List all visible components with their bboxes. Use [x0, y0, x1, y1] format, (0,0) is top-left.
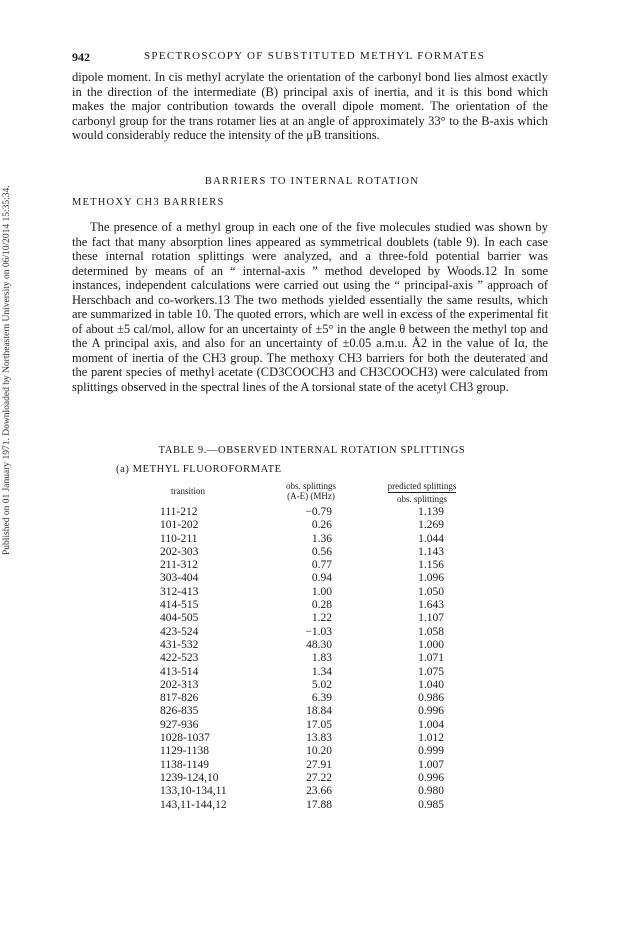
transition-cell: 1138-1149 — [160, 758, 209, 771]
transition-cell: 1129-1138 — [160, 745, 209, 758]
ratio-cell: 0.985 — [418, 798, 444, 811]
observed-cell: 0.77 — [311, 559, 332, 572]
section-heading: BARRIERS TO INTERNAL ROTATION — [204, 176, 420, 187]
observed-cell: −0.79 — [305, 506, 332, 518]
ratio-cell: 1.012 — [418, 732, 444, 745]
column-header-observed-line2: (A-E) (MHz) — [287, 491, 335, 501]
observed-cell: 1.34 — [311, 665, 332, 678]
observed-cell: 0.26 — [311, 519, 332, 532]
table-row — [0, 626, 624, 639]
transition-cell: 927-936 — [160, 718, 199, 731]
ratio-cell: 0.999 — [418, 745, 444, 758]
table-row — [0, 533, 624, 546]
observed-cell: 0.28 — [311, 599, 332, 612]
transition-cell: 133,10-134,11 — [160, 785, 227, 798]
table-row — [0, 745, 624, 758]
observed-cell: 5.02 — [311, 678, 332, 691]
ratio-cell: 1.075 — [418, 665, 444, 678]
transition-cell: 111-212 — [160, 506, 198, 518]
ratio-cell: 1.007 — [418, 758, 444, 771]
observed-cell: 27.91 — [306, 758, 332, 771]
observed-cell: 13.83 — [306, 732, 332, 745]
table-title: TABLE 9.—OBSERVED INTERNAL ROTATION SPLITTINGS — [158, 445, 466, 456]
transition-cell: 422-523 — [160, 652, 199, 665]
ratio-cell: 1.071 — [418, 652, 444, 665]
table-row — [0, 799, 624, 812]
observed-cell: 1.22 — [311, 612, 332, 625]
ratio-cell: 1.044 — [418, 532, 444, 545]
observed-cell: 0.56 — [311, 545, 332, 558]
transition-cell: 817-826 — [160, 692, 199, 705]
transition-cell: 826-835 — [160, 705, 199, 718]
ratio-cell: 0.996 — [418, 705, 444, 718]
ratio-cell: 1.107 — [418, 612, 444, 625]
observed-cell: 1.00 — [311, 585, 332, 598]
ratio-cell: 0.986 — [418, 692, 444, 705]
column-header-ratio — [380, 481, 464, 504]
observed-cell: 17.88 — [306, 798, 332, 811]
table-row — [0, 599, 624, 612]
observed-cell: 6.39 — [311, 692, 332, 705]
transition-cell: 202-313 — [160, 678, 199, 691]
ratio-cell: 0.996 — [418, 771, 444, 784]
transition-cell: 414-515 — [160, 599, 199, 612]
ratio-cell: 1.050 — [418, 585, 444, 598]
transition-cell: 303-404 — [160, 572, 199, 585]
table-row — [0, 719, 624, 732]
transition-cell: 431-532 — [160, 638, 199, 651]
table-row — [0, 785, 624, 798]
ratio-cell: 1.000 — [418, 638, 444, 651]
transition-cell: 211-312 — [160, 559, 198, 572]
ratio-numerator: predicted splittings — [387, 481, 457, 491]
transition-cell: 423-524 — [160, 625, 199, 638]
observed-cell: 48.30 — [306, 638, 332, 651]
table-row — [0, 546, 624, 559]
observed-cell: 23.66 — [306, 785, 332, 798]
transition-cell: 413-514 — [160, 665, 199, 678]
ratio-cell: 0.980 — [418, 785, 444, 798]
ratio-cell: 1.004 — [418, 718, 444, 731]
table-row — [0, 679, 624, 692]
column-header-observed — [276, 481, 346, 501]
transition-cell: 1239-124,10 — [160, 771, 219, 784]
fraction-line — [388, 492, 456, 493]
ratio-cell: 1.096 — [418, 572, 444, 585]
transition-cell: 110-211 — [160, 532, 198, 545]
observed-cell: 10.20 — [306, 745, 332, 758]
ratio-cell: 1.040 — [418, 678, 444, 691]
table-row — [0, 639, 624, 652]
transition-cell: 404-505 — [160, 612, 199, 625]
ratio-cell: 1.143 — [418, 545, 444, 558]
table-row — [0, 772, 624, 785]
ratio-cell: 1.058 — [418, 625, 444, 638]
table-row — [0, 506, 624, 519]
table-row — [0, 732, 624, 745]
page-number: 942 — [72, 50, 90, 64]
table-row — [0, 705, 624, 718]
transition-cell: 312-413 — [160, 585, 199, 598]
column-header-observed-line1: obs. splittings — [285, 481, 336, 491]
observed-cell: 0.94 — [311, 572, 332, 585]
transition-cell: 143,11-144,12 — [160, 798, 227, 811]
ratio-cell: 1.269 — [418, 519, 444, 532]
table-row — [0, 666, 624, 679]
table-row — [0, 559, 624, 572]
table-row — [0, 519, 624, 532]
observed-cell: 27.22 — [306, 771, 332, 784]
paragraph-barriers: The presence of a methyl group in each one of the five molecules studied was shown by the fact that many absorption lines appeared as symmetrical doublets (table 9). In each case these internal rotation splittings were analyzed, and a three-fold potential barrier was determined by means of an “ internal-axis ” method developed by Woods.12 In some instances, independent calculations were carried out using the “ principal-axis ” approach of Herschbach and co-workers.13 The two methods yielded essentially the same results, which are summarized in table 10. The quoted errors, which are well in excess of the experimental fit of about ±5 cal/mol, allow for an uncertainty of ±5° in the angle θ between the methyl top and the A principal axis, and also for an uncertainty of ±0.05 a.m.u. Å2 in the value of Iα, the moment of inertia of the CH3 group. The methoxy CH3 barriers for both the deuterated and the parent species of methyl acetate (CD3COOCH3 and CH3COOCH3) were calculated from splittings observed in the spectral lines of the A torsional state of the acetyl CH3 group. — [72, 220, 548, 394]
table-row — [0, 692, 624, 705]
transition-cell: 101-202 — [160, 519, 199, 532]
observed-cell: −1.03 — [305, 625, 332, 638]
table-row — [0, 612, 624, 625]
observed-cell: 1.83 — [311, 652, 332, 665]
table-row — [0, 586, 624, 599]
subsection-heading: METHOXY CH3 BARRIERS — [72, 197, 225, 208]
download-watermark: Published on 01 January 1971. Downloaded by Northeastern University on 06/10/2014 15:35:34. — [2, 185, 12, 555]
transition-cell: 1028-1037 — [160, 732, 210, 745]
table-subtitle: (a) METHYL FLUOROFORMATE — [116, 464, 282, 475]
column-header-transition: transition — [171, 486, 205, 496]
transition-cell: 202-303 — [160, 545, 199, 558]
observed-cell: 18.84 — [306, 705, 332, 718]
ratio-cell: 1.156 — [418, 559, 444, 572]
running-title: SPECTROSCOPY OF SUBSTITUTED METHYL FORMATES — [144, 50, 486, 62]
ratio-denominator: obs. splittings — [396, 494, 447, 504]
observed-cell: 1.36 — [311, 532, 332, 545]
table-body — [0, 506, 624, 812]
paragraph-dipole: dipole moment. In cis methyl acrylate the orientation of the carbonyl bond lies almost exactly in the direction of the intermediate (B) principal axis of inertia, and it is this bond which makes the major contribution towards the overall dipole moment. The orientation of the carbonyl group for the trans rotamer lies at an angle of approximately 33° to the B-axis which would considerably reduce the intensity of the μB transitions. — [72, 70, 548, 142]
table-row — [0, 759, 624, 772]
observed-cell: 17.05 — [306, 718, 332, 731]
table-row — [0, 652, 624, 665]
ratio-cell: 1.643 — [418, 599, 444, 612]
ratio-cell: 1.139 — [418, 506, 444, 518]
table-row — [0, 572, 624, 585]
